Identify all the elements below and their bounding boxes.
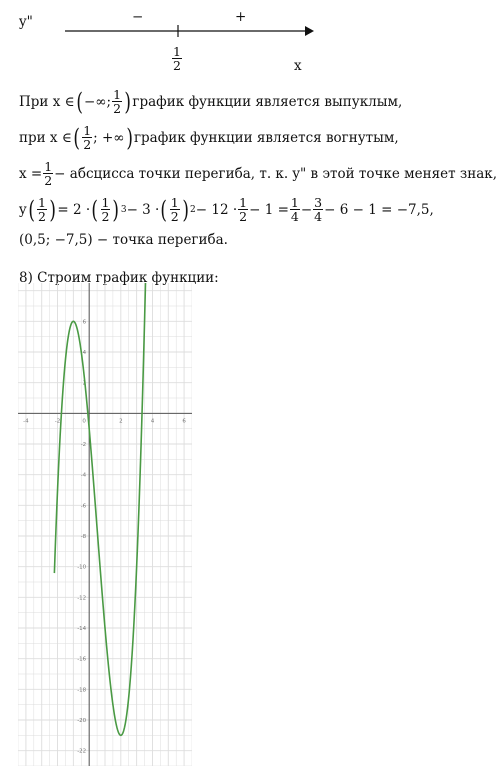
convex-interval-line: При x ∈ ( −∞; $\frac{1}{2}$ ) график функции является выпуклым, xyxy=(19,87,403,117)
function-curve xyxy=(54,283,145,735)
y-tick-label: -20 xyxy=(77,718,87,724)
x-tick-label: 0 xyxy=(82,418,86,425)
x-tick-label: -4 xyxy=(23,418,29,425)
y-tick-label: -14 xyxy=(77,626,87,632)
axis-variable-x: x xyxy=(294,58,302,74)
inflection-abscissa-line: x = $\frac{1}{2}$ − абсцисса точки перегиба, т. к. y" в этой точке меняет знак, xyxy=(19,159,498,189)
x-tick-label: 6 xyxy=(182,418,186,425)
x-tick-label: 4 xyxy=(150,418,155,425)
graph-grid xyxy=(18,283,192,766)
second-derivative-label: y" xyxy=(19,14,33,30)
concave-interval-line: при x ∈ ( $\frac{1}{2}$ ; +∞ ) график функции является вогнутым, xyxy=(19,123,399,153)
y-tick-label: -10 xyxy=(77,564,87,571)
inflection-value-equation: y ( $\frac{1}{2}$ ) = 2 · ( $\frac{1}{2}$ ) 3 − 3 · ( $\frac{1}{2}$ ) 2 − 12 · $\frac{1}{2}$ − 1 = $\frac{1}{4}$ − $\frac{3}{4}$ − 6 − 1 = −7,5, xyxy=(19,195,434,225)
y-tick-label: -8 xyxy=(80,534,87,540)
x-tick-label: -2 xyxy=(54,418,61,425)
y-tick-label: -4 xyxy=(80,472,87,479)
y-tick-label: 4 xyxy=(82,350,87,356)
function-graph xyxy=(18,283,192,766)
y-tick-label: -22 xyxy=(77,748,87,755)
y-tick-label: 2 xyxy=(82,380,87,387)
sign-point-fraction: $\frac{1}{2}$ xyxy=(173,44,181,74)
inflection-point-line: (0,5; −7,5) − точка перегиба. xyxy=(19,232,228,248)
y-tick-label: -2 xyxy=(80,442,87,448)
sign-axis xyxy=(60,20,320,42)
axis-arrow-icon xyxy=(305,26,314,36)
y-tick-label: -18 xyxy=(77,687,87,694)
y-tick-label: -16 xyxy=(77,656,87,663)
y-tick-label: -12 xyxy=(77,595,87,602)
sign-plus: + xyxy=(235,9,247,25)
sign-minus: − xyxy=(132,9,144,25)
y-tick-label: 6 xyxy=(82,319,87,326)
x-tick-label: 2 xyxy=(119,418,123,425)
build-graph-heading: 8) Строим график функции: xyxy=(19,270,219,286)
y-tick-label: -6 xyxy=(80,503,87,510)
